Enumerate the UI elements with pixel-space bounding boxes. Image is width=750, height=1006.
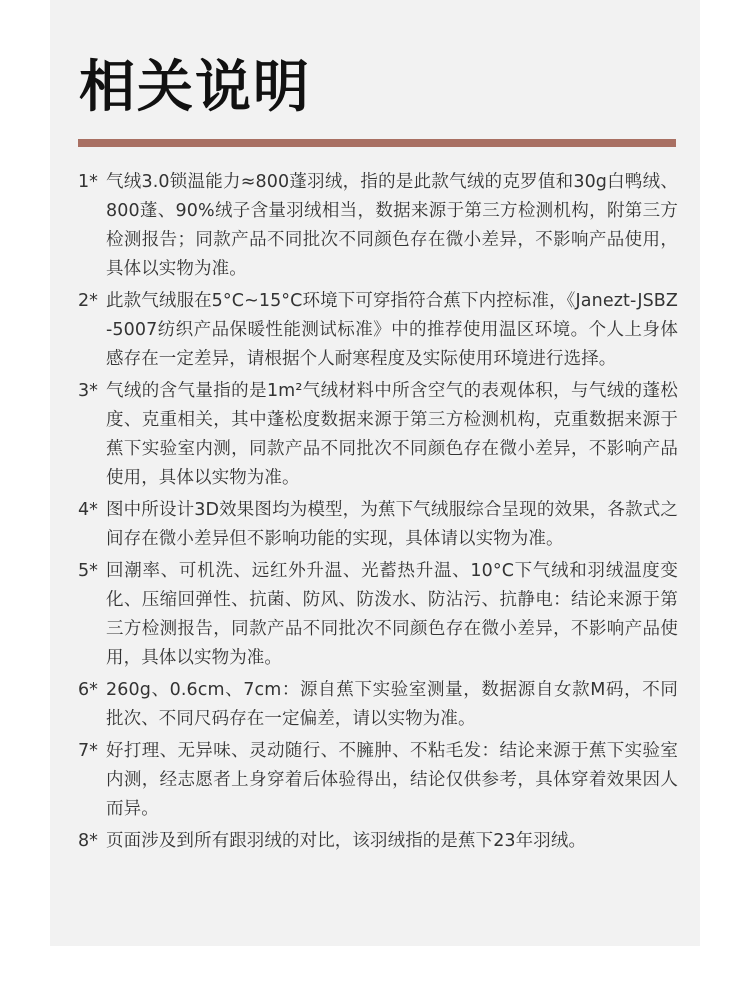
note-number: 6* bbox=[78, 680, 98, 700]
note-item-4 bbox=[78, 496, 678, 554]
note-text: 气绒3.0锁温能力≈800蓬羽绒，指的是此款气绒的克罗值和30g白鸭绒、800蓬、90%绒子含量羽绒相当，数据来源于第三方检测机构，附第三方检测报告；同款产品不同批次不同颜色存在微小差异，不影响产品使用，具体以实物为准。 bbox=[106, 172, 678, 279]
note-number: 1* bbox=[78, 172, 98, 192]
note-number: 2* bbox=[78, 291, 98, 311]
note-text: 好打理、无异味、灵动随行、不臃肿、不粘毛发：结论来源于蕉下实验室内测，经志愿者上身穿着后体验得出，结论仅供参考，具体穿着效果因人而异。 bbox=[106, 741, 678, 819]
note-item-1 bbox=[78, 168, 678, 284]
page-title: 相关说明 bbox=[79, 55, 311, 120]
note-text: 气绒的含气量指的是1m²气绒材料中所含空气的表观体积，与气绒的蓬松度、克重相关，其中蓬松度数据来源于第三方检测机构，克重数据来源于蕉下实验室内测，同款产品不同批次不同颜色存在微小差异，不影响产品使用，具体以实物为准。 bbox=[106, 381, 678, 488]
note-item-3 bbox=[78, 377, 678, 493]
note-number: 3* bbox=[78, 381, 98, 401]
note-text: 图中所设计3D效果图均为模型，为蕉下气绒服综合呈现的效果，各款式之间存在微小差异但不影响功能的实现，具体请以实物为准。 bbox=[106, 500, 678, 549]
note-item-7 bbox=[78, 737, 678, 824]
note-item-8 bbox=[78, 827, 678, 856]
note-item-5 bbox=[78, 557, 678, 673]
note-item-2 bbox=[78, 287, 678, 374]
note-number: 5* bbox=[78, 561, 98, 581]
note-number: 4* bbox=[78, 500, 98, 520]
notes-list bbox=[78, 168, 678, 859]
title-divider bbox=[78, 139, 676, 147]
note-text: 页面涉及到所有跟羽绒的对比，该羽绒指的是蕉下23年羽绒。 bbox=[106, 831, 587, 851]
note-number: 8* bbox=[78, 831, 98, 851]
note-text: 260g、0.6cm、7cm：源自蕉下实验室测量，数据源自女款M码，不同批次、不同尺码存在一定偏差，请以实物为准。 bbox=[106, 680, 678, 729]
note-item-6 bbox=[78, 676, 678, 734]
note-text: 回潮率、可机洗、远红外升温、光蓄热升温、10°C下气绒和羽绒温度变化、压缩回弹性、抗菌、防风、防泼水、防沾污、抗静电：结论来源于第三方检测报告，同款产品不同批次不同颜色存在微小差异，不影响产品使用，具体以实物为准。 bbox=[106, 561, 678, 668]
note-number: 7* bbox=[78, 741, 98, 761]
note-text: 此款气绒服在5°C~15°C环境下可穿指符合蕉下内控标准，《Janezt-JSBZ-5007纺织产品保暖性能测试标准》中的推荐使用温区环境。个人上身体感存在一定差异，请根据个人耐寒程度及实际使用环境进行选择。 bbox=[106, 291, 678, 369]
